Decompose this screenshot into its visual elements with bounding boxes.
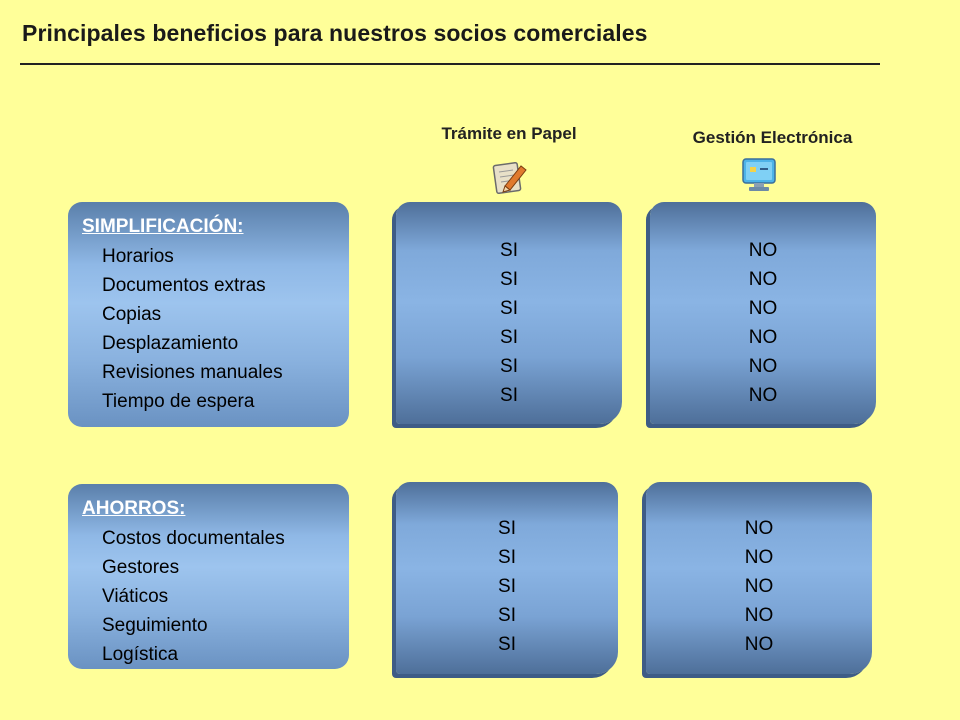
paper-value: SI xyxy=(498,576,516,597)
electronic-value: NO xyxy=(748,240,778,261)
paper-value: SI xyxy=(500,385,518,406)
column-header-electronic: Gestión Electrónica xyxy=(692,128,853,147)
computer-monitor-icon xyxy=(740,156,778,194)
list-item: Costos documentales xyxy=(102,528,285,549)
column-header-paper: Trámite en Papel xyxy=(441,124,577,143)
electronic-value: NO xyxy=(748,385,778,406)
list-item: Revisiones manuales xyxy=(102,362,283,383)
electronic-value: NO xyxy=(744,547,774,568)
electronic-value: NO xyxy=(744,576,774,597)
page-title: Principales beneficios para nuestros socios comerciales xyxy=(22,20,648,46)
paper-value: SI xyxy=(498,547,516,568)
list-item: Desplazamiento xyxy=(102,333,239,354)
electronic-value: NO xyxy=(748,356,778,377)
section-heading: SIMPLIFICACIÓN: xyxy=(82,216,244,237)
simplificacion-electronic-box xyxy=(650,202,876,424)
electronic-value: NO xyxy=(748,269,778,290)
ahorros-box xyxy=(68,484,349,669)
paper-value: SI xyxy=(498,634,516,655)
list-item: Viáticos xyxy=(102,586,169,607)
list-item: Logística xyxy=(102,644,179,665)
list-item: Seguimiento xyxy=(102,615,208,636)
electronic-value: NO xyxy=(744,634,774,655)
paper-value: SI xyxy=(500,240,518,261)
ahorros-paper-box xyxy=(396,482,618,674)
pen-paper-icon xyxy=(491,158,529,196)
ahorros-electronic-box xyxy=(646,482,872,674)
list-item: Documentos extras xyxy=(102,275,266,296)
electronic-value: NO xyxy=(744,605,774,626)
list-item: Copias xyxy=(102,304,162,325)
simplificacion-paper-box xyxy=(396,202,622,424)
paper-value: SI xyxy=(498,518,516,539)
section-heading: AHORROS: xyxy=(82,498,186,519)
list-item: Tiempo de espera xyxy=(102,391,255,412)
electronic-value: NO xyxy=(748,298,778,319)
title-divider xyxy=(20,63,880,65)
paper-value: SI xyxy=(500,269,518,290)
electronic-value: NO xyxy=(744,518,774,539)
paper-value: SI xyxy=(500,356,518,377)
list-item: Gestores xyxy=(102,557,180,578)
paper-value: SI xyxy=(500,298,518,319)
list-item: Horarios xyxy=(102,246,174,267)
paper-value: SI xyxy=(500,327,518,348)
electronic-value: NO xyxy=(748,327,778,348)
paper-value: SI xyxy=(498,605,516,626)
simplificacion-box xyxy=(68,202,349,427)
